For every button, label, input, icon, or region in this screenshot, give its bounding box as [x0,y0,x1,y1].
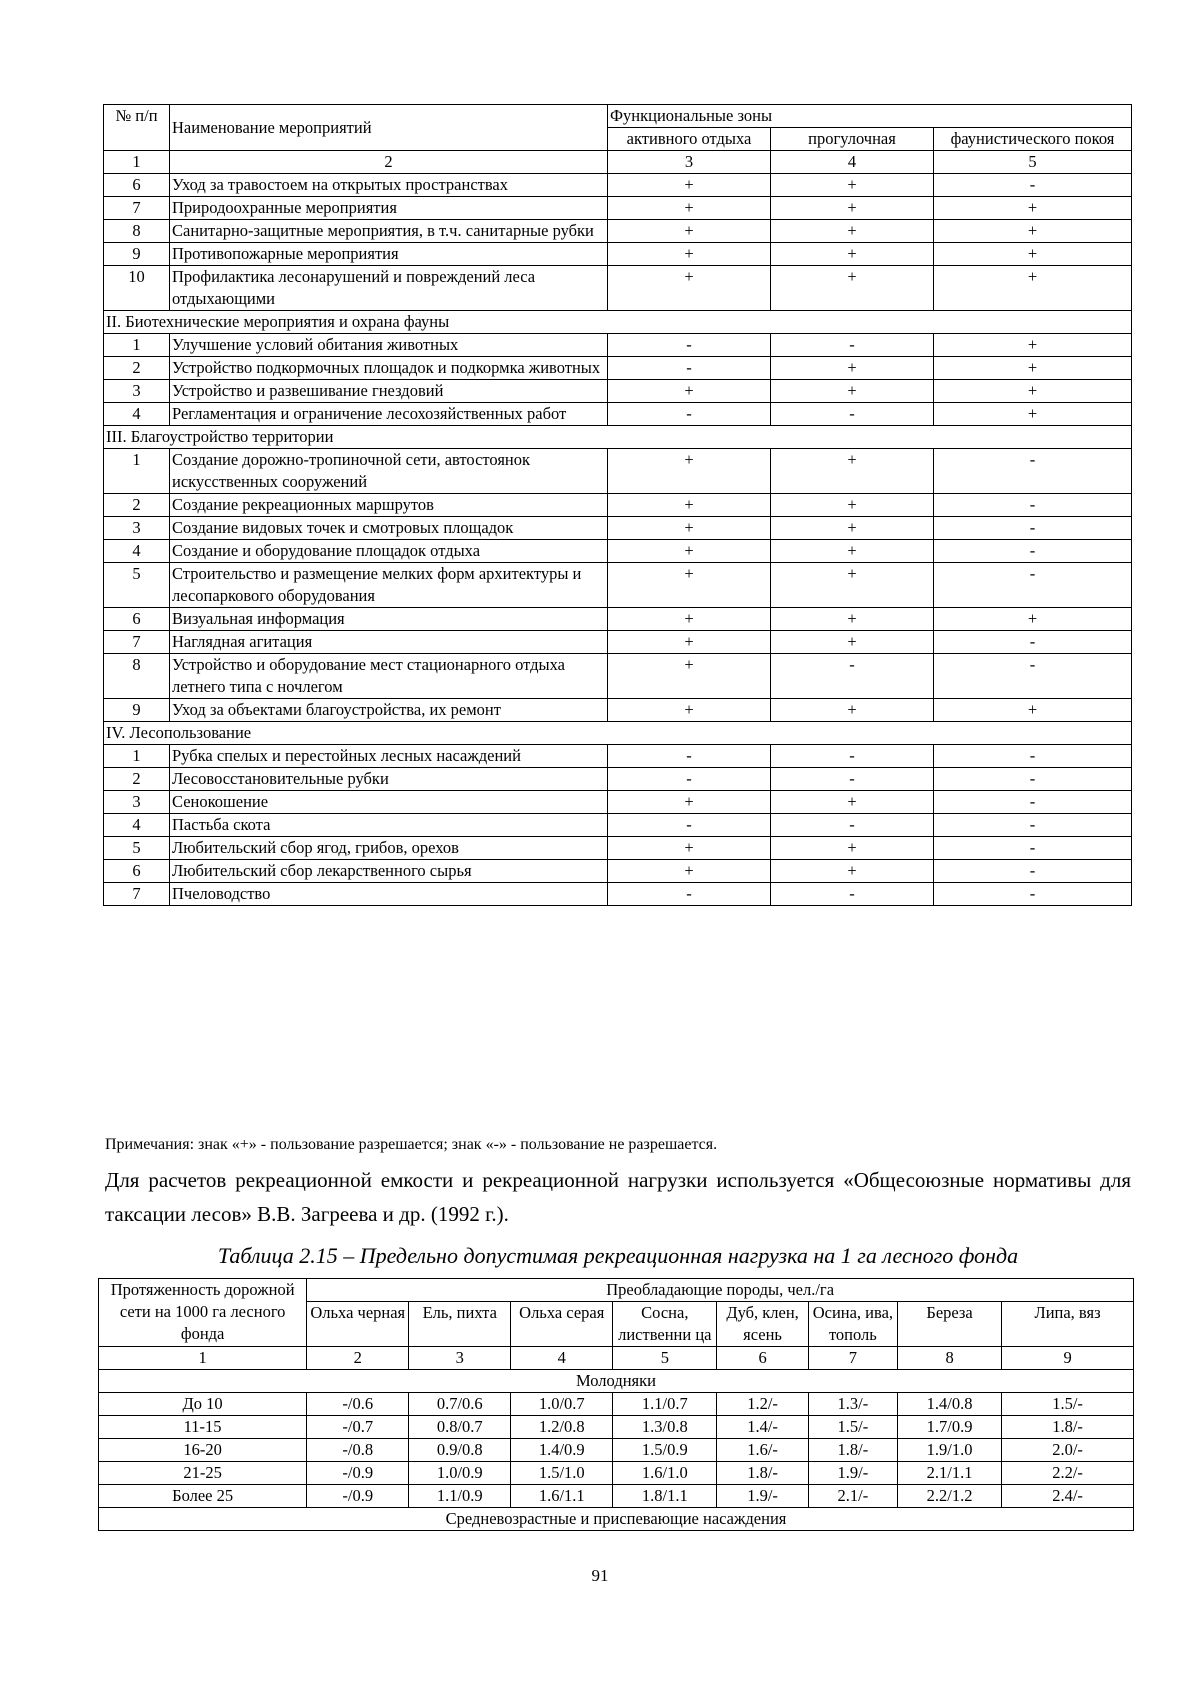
zone-walking-value: + [771,243,934,266]
zone-fauna-value: + [934,197,1132,220]
load-value-cell: 1.0/0.9 [409,1462,511,1485]
measure-name: Любительский сбор ягод, грибов, орехов [170,837,608,860]
row-number: 5 [104,563,170,608]
section-row [104,311,1132,334]
row-number: 10 [104,266,170,311]
road-density-cell: До 10 [99,1393,307,1416]
zone-walking-value: + [771,699,934,722]
zone-walking-value: + [771,791,934,814]
measure-name: Устройство и развешивание гнездовий [170,380,608,403]
zone-active-value: + [608,449,771,494]
load-value-cell: 1.8/- [1002,1416,1134,1439]
zone-fauna-value: - [934,883,1132,906]
load-value-cell: 1.0/0.7 [511,1393,613,1416]
header-zone-active: активного отдыха [608,128,771,151]
measure-name: Устройство подкормочных площадок и подкормка животных [170,357,608,380]
load-value-cell: 1.4/0.8 [898,1393,1002,1416]
zone-fauna-value: - [934,449,1132,494]
zone-fauna-value: - [934,768,1132,791]
row-number: 2 [104,357,170,380]
row-number: 6 [104,860,170,883]
zone-walking-value: - [771,334,934,357]
road-density-cell: 11-15 [99,1416,307,1439]
zone-active-value: - [608,334,771,357]
load-value-cell: 2.2/- [1002,1462,1134,1485]
row-number: 4 [104,403,170,426]
species-header: Ольха серая [511,1302,613,1347]
zone-walking-value: + [771,837,934,860]
row-number: 2 [104,768,170,791]
table-row [104,768,1132,791]
zone-fauna-value: + [934,403,1132,426]
zone-active-value: + [608,608,771,631]
zone-walking-value: + [771,266,934,311]
section-title: II. Биотехнические мероприятия и охрана фауны [104,311,1132,334]
table-row [104,699,1132,722]
row-number: 6 [104,174,170,197]
zone-active-value: + [608,791,771,814]
load-value-cell: 0.7/0.6 [409,1393,511,1416]
load-value-cell: 1.4/- [717,1416,808,1439]
zone-fauna-value: - [934,814,1132,837]
zone-fauna-value: + [934,357,1132,380]
row-number: 7 [104,197,170,220]
row-number: 6 [104,608,170,631]
load-value-cell: 1.5/0.9 [613,1439,717,1462]
section-title: III. Благоустройство территории [104,426,1132,449]
road-density-cell: 21-25 [99,1462,307,1485]
zone-fauna-value: - [934,563,1132,608]
zone-fauna-value: + [934,380,1132,403]
road-density-cell: 16-20 [99,1439,307,1462]
load-value-cell: -/0.8 [307,1439,409,1462]
load-value-cell: 2.1/- [808,1485,897,1508]
zone-fauna-value: - [934,837,1132,860]
zone-active-value: - [608,814,771,837]
measures-table [103,104,1132,906]
zone-active-value: + [608,540,771,563]
table-row [99,1393,1134,1416]
table-row [104,837,1132,860]
load-value-cell: 1.8/- [808,1439,897,1462]
load-value-cell: -/0.6 [307,1393,409,1416]
zone-walking-value: + [771,860,934,883]
row-number: 1 [104,334,170,357]
measure-name: Наглядная агитация [170,631,608,654]
measure-name: Строительство и размещение мелких форм архитектуры и лесопаркового оборудования [170,563,608,608]
load-value-cell: 1.9/- [808,1462,897,1485]
measure-name: Устройство и оборудование мест стационарного отдыха летнего типа с ночлегом [170,654,608,699]
table-row [104,403,1132,426]
load-value-cell: 1.5/- [808,1416,897,1439]
load-value-cell: 1.6/1.0 [613,1462,717,1485]
species-header: Ольха черная [307,1302,409,1347]
zone-active-value: + [608,654,771,699]
zone-active-value: + [608,197,771,220]
load-value-cell: 2.4/- [1002,1485,1134,1508]
measure-name: Регламентация и ограничение лесохозяйственных работ [170,403,608,426]
zone-walking-value: - [771,814,934,837]
zone-active-value: + [608,266,771,311]
colnum: 1 [99,1347,307,1370]
load-value-cell: 0.9/0.8 [409,1439,511,1462]
measure-name: Профилактика лесонарушений и повреждений леса отдыхающими [170,266,608,311]
table-row [104,357,1132,380]
zone-walking-value: + [771,563,934,608]
table-row [104,243,1132,266]
header-num: № п/п [104,105,170,151]
zone-active-value: + [608,220,771,243]
load-value-cell: 1.1/0.7 [613,1393,717,1416]
zone-fauna-value: - [934,860,1132,883]
table-row [104,220,1132,243]
row-number: 9 [104,699,170,722]
zone-fauna-value: - [934,540,1132,563]
zone-walking-value: + [771,517,934,540]
section-row [99,1508,1134,1531]
measure-name: Создание видовых точек и смотровых площадок [170,517,608,540]
header-name: Наименование мероприятий [170,105,608,151]
species-header: Дуб, клен, ясень [717,1302,808,1347]
colnum: 2 [170,151,608,174]
measure-name: Рубка спелых и перестойных лесных насаждений [170,745,608,768]
zone-walking-value: + [771,357,934,380]
load-value-cell: 0.8/0.7 [409,1416,511,1439]
zone-fauna-value: + [934,243,1132,266]
load-value-cell: 1.3/- [808,1393,897,1416]
header-zone-walking: прогулочная [771,128,934,151]
zone-active-value: - [608,403,771,426]
colnum: 8 [898,1347,1002,1370]
colnum: 2 [307,1347,409,1370]
table-row [104,449,1132,494]
measure-name: Уход за объектами благоустройства, их ремонт [170,699,608,722]
zone-fauna-value: + [934,608,1132,631]
species-header: Береза [898,1302,1002,1347]
table-row [104,791,1132,814]
row-number: 3 [104,380,170,403]
zone-active-value: + [608,860,771,883]
table-row [104,174,1132,197]
zone-active-value: - [608,745,771,768]
load-value-cell: 1.2/0.8 [511,1416,613,1439]
colnum: 9 [1002,1347,1134,1370]
measure-name: Уход за травостоем на открытых пространствах [170,174,608,197]
zone-fauna-value: - [934,494,1132,517]
section-row [104,426,1132,449]
row-number: 9 [104,243,170,266]
measure-name: Лесовосстановительные рубки [170,768,608,791]
table-header-row [99,1279,1134,1302]
row-number: 5 [104,837,170,860]
load-value-cell: -/0.7 [307,1416,409,1439]
load-value-cell: 2.0/- [1002,1439,1134,1462]
measure-name: Визуальная информация [170,608,608,631]
table-row [99,1485,1134,1508]
zone-walking-value: - [771,654,934,699]
load-value-cell: 1.4/0.9 [511,1439,613,1462]
row-number: 2 [104,494,170,517]
section-title: Молодняки [99,1370,1134,1393]
load-value-cell: 1.6/- [717,1439,808,1462]
species-header: Сосна, лиственни ца [613,1302,717,1347]
zone-walking-value: + [771,494,934,517]
zone-fauna-value: - [934,631,1132,654]
zone-walking-value: + [771,380,934,403]
row-number: 1 [104,449,170,494]
zone-active-value: - [608,883,771,906]
species-header: Ель, пихта [409,1302,511,1347]
row-number: 7 [104,631,170,654]
header-species-group: Преобладающие породы, чел./га [307,1279,1134,1302]
table-row [99,1416,1134,1439]
table-note: Примечания: знак «+» - пользование разрешается; знак «-» - пользование не разрешается. [105,1136,718,1153]
measure-name: Любительский сбор лекарственного сырья [170,860,608,883]
row-number: 8 [104,654,170,699]
measure-name: Санитарно-защитные мероприятия, в т.ч. санитарные рубки [170,220,608,243]
header-zones: Функциональные зоны [608,105,1132,128]
row-number: 7 [104,883,170,906]
zone-walking-value: + [771,197,934,220]
zone-walking-value: + [771,220,934,243]
zone-active-value: + [608,837,771,860]
colnum: 7 [808,1347,897,1370]
species-header: Осина, ива, тополь [808,1302,897,1347]
colnum: 4 [511,1347,613,1370]
measure-name: Противопожарные мероприятия [170,243,608,266]
measure-name: Создание дорожно-тропиночной сети, автостоянок искусственных сооружений [170,449,608,494]
zone-fauna-value: + [934,334,1132,357]
table-header-row [104,105,1132,128]
table-row [104,540,1132,563]
table-row [104,197,1132,220]
load-value-cell: -/0.9 [307,1485,409,1508]
zone-fauna-value: + [934,266,1132,311]
section-title: Средневозрастные и приспевающие насаждения [99,1508,1134,1531]
load-value-cell: 1.1/0.9 [409,1485,511,1508]
page-number: 91 [591,1566,609,1585]
zone-walking-value: - [771,403,934,426]
row-number: 4 [104,540,170,563]
load-value-cell: 1.7/0.9 [898,1416,1002,1439]
load-value-cell: 1.9/- [717,1485,808,1508]
header-zone-fauna: фаунистического покоя [934,128,1132,151]
table-row [104,563,1132,608]
load-value-cell: 2.2/1.2 [898,1485,1002,1508]
table-row [99,1439,1134,1462]
zone-walking-value: + [771,608,934,631]
row-number: 8 [104,220,170,243]
table-row [99,1462,1134,1485]
table-row [104,494,1132,517]
species-header: Липа, вяз [1002,1302,1134,1347]
section-row [104,722,1132,745]
zone-walking-value: + [771,631,934,654]
zone-active-value: + [608,494,771,517]
zone-walking-value: - [771,768,934,791]
column-number-row [99,1347,1134,1370]
zone-fauna-value: + [934,699,1132,722]
measure-name: Создание и оборудование площадок отдыха [170,540,608,563]
zone-walking-value: + [771,449,934,494]
table-row [104,380,1132,403]
measure-name: Улучшение условий обитания животных [170,334,608,357]
zone-fauna-value: - [934,745,1132,768]
measure-name: Пастьба скота [170,814,608,837]
load-value-cell: 1.2/- [717,1393,808,1416]
measure-name: Пчеловодство [170,883,608,906]
table-row [104,631,1132,654]
zone-active-value: + [608,380,771,403]
load-value-cell: 1.5/1.0 [511,1462,613,1485]
zone-active-value: + [608,243,771,266]
zone-fauna-value: - [934,517,1132,540]
row-number: 3 [104,517,170,540]
zone-active-value: - [608,357,771,380]
measure-name: Природоохранные мероприятия [170,197,608,220]
colnum: 5 [934,151,1132,174]
row-number: 1 [104,745,170,768]
measure-name: Создание рекреационных маршрутов [170,494,608,517]
table-row [104,654,1132,699]
zone-active-value: - [608,768,771,791]
colnum: 3 [608,151,771,174]
zone-active-value: + [608,517,771,540]
table-row [104,860,1132,883]
section-row [99,1370,1134,1393]
section-title: IV. Лесопользование [104,722,1132,745]
zone-active-value: + [608,631,771,654]
load-value-cell: -/0.9 [307,1462,409,1485]
zone-walking-value: - [771,883,934,906]
load-value-cell: 1.6/1.1 [511,1485,613,1508]
zone-walking-value: + [771,174,934,197]
road-density-cell: Более 25 [99,1485,307,1508]
row-number: 3 [104,791,170,814]
table-row [104,334,1132,357]
column-number-row [104,151,1132,174]
zone-walking-value: + [771,540,934,563]
load-table [98,1278,1134,1531]
zone-fauna-value: - [934,174,1132,197]
row-number: 4 [104,814,170,837]
table-row [104,517,1132,540]
colnum: 3 [409,1347,511,1370]
zone-fauna-value: + [934,220,1132,243]
zone-fauna-value: - [934,791,1132,814]
zone-walking-value: - [771,745,934,768]
load-value-cell: 2.1/1.1 [898,1462,1002,1485]
body-paragraph: Для расчетов рекреационной емкости и рекреационной нагрузки используется «Общесоюзные нормативы для таксации лесов» В.В. Загреева и др. (1992 г.). [105,1168,1131,1226]
table-row [104,266,1132,311]
load-value-cell: 1.5/- [1002,1393,1134,1416]
colnum: 1 [104,151,170,174]
zone-active-value: + [608,699,771,722]
table-row [104,745,1132,768]
table-caption: Таблица 2.15 – Предельно допустимая рекреационная нагрузка на 1 га лесного фонда [217,1243,1019,1268]
load-value-cell: 1.9/1.0 [898,1439,1002,1462]
table-row [104,608,1132,631]
zone-fauna-value: - [934,654,1132,699]
load-value-cell: 1.8/1.1 [613,1485,717,1508]
colnum: 6 [717,1347,808,1370]
table-row [104,814,1132,837]
table-row [104,883,1132,906]
load-value-cell: 1.8/- [717,1462,808,1485]
colnum: 4 [771,151,934,174]
header-road-network: Протяженность дорожной сети на 1000 га лесного фонда [99,1279,307,1347]
zone-active-value: + [608,563,771,608]
load-value-cell: 1.3/0.8 [613,1416,717,1439]
measure-name: Сенокошение [170,791,608,814]
colnum: 5 [613,1347,717,1370]
zone-active-value: + [608,174,771,197]
